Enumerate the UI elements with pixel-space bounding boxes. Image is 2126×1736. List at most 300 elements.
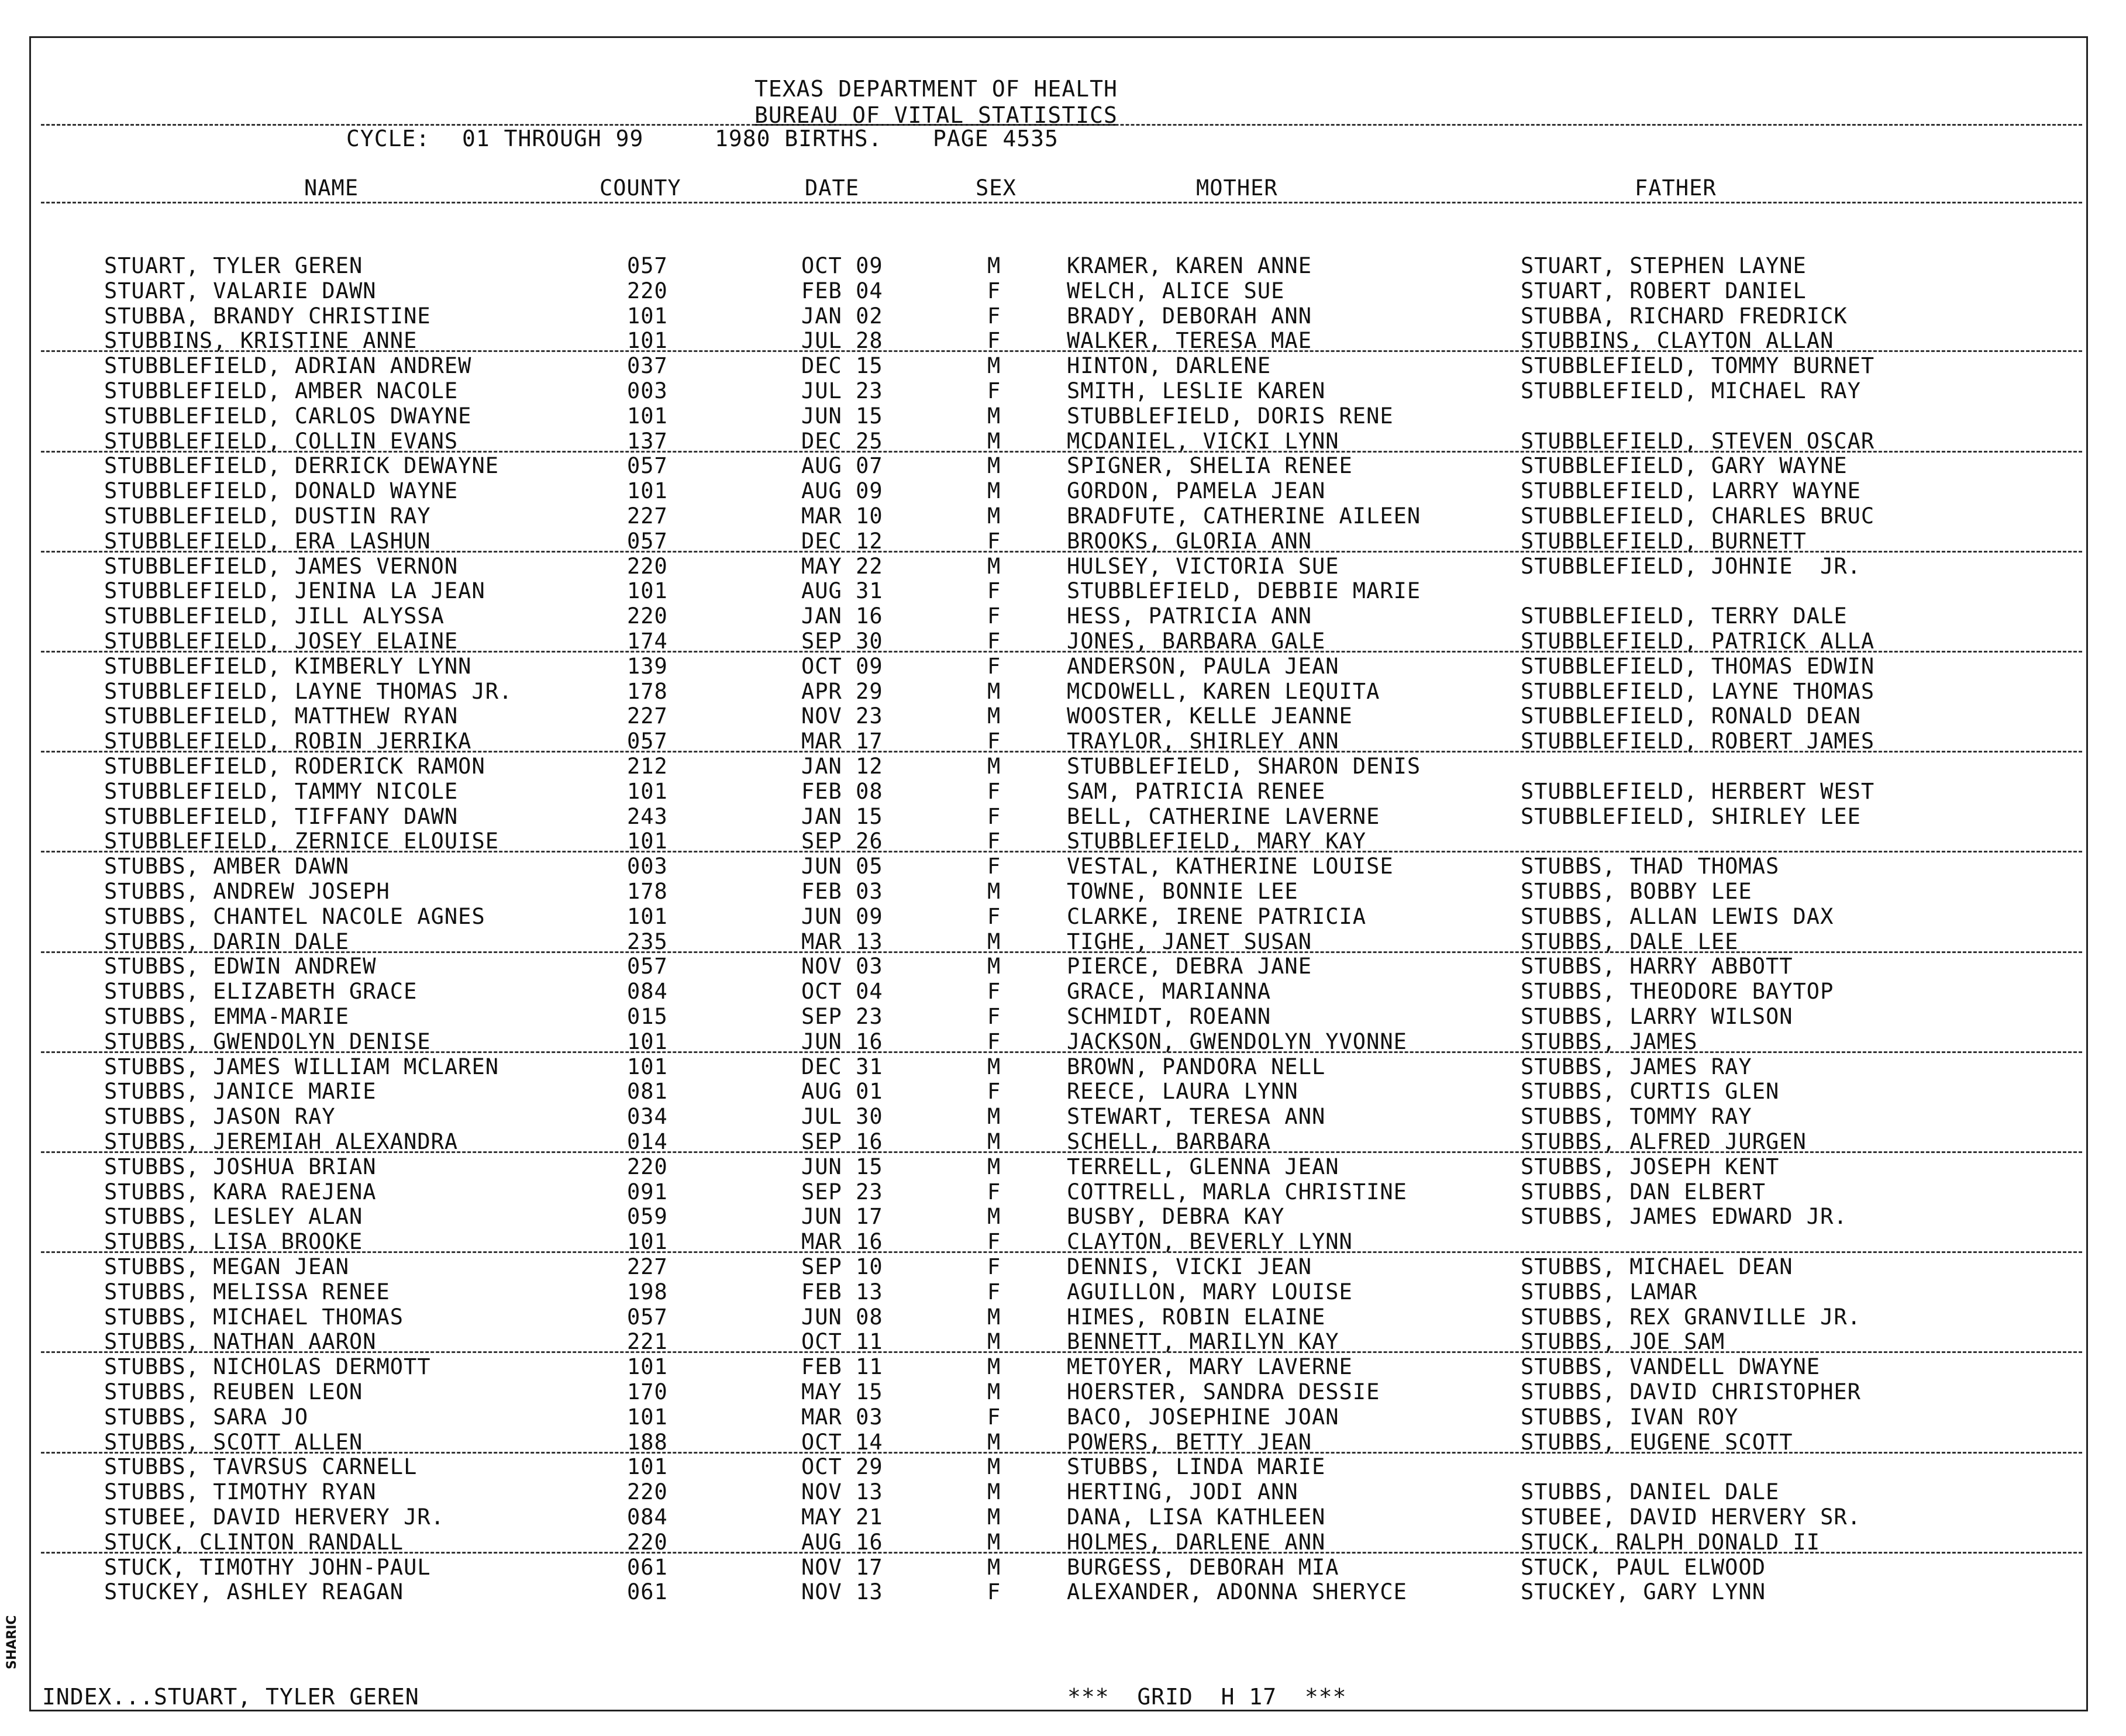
father-cell: STUBBS, DANIEL DALE <box>1521 1479 1780 1505</box>
table-row <box>0 253 2126 278</box>
mother-cell: JACKSON, GWENDOLYN YVONNE <box>1067 1029 1407 1054</box>
county-cell: 101 <box>627 1354 668 1380</box>
county-cell: 057 <box>627 253 668 278</box>
name-cell: STUBBS, NATHAN AARON <box>104 1329 377 1355</box>
county-cell: 220 <box>627 278 668 303</box>
row-group-rule <box>41 1251 2082 1253</box>
table-row <box>0 1254 2126 1279</box>
father-cell: STUBBLEFIELD, TERRY DALE <box>1521 603 1848 629</box>
county-cell: 221 <box>627 1329 668 1355</box>
name-cell: STUCK, CLINTON RANDALL <box>104 1529 404 1555</box>
col-header-mother: MOTHER <box>1196 175 1278 201</box>
sex-cell: F <box>987 653 1001 679</box>
table-row <box>0 629 2126 654</box>
date-cell: JUL 28 <box>801 328 883 354</box>
sex-cell: M <box>987 353 1001 379</box>
sex-cell: F <box>987 1229 1001 1255</box>
date-cell: SEP 23 <box>801 1004 883 1029</box>
father-cell: STUBBLEFIELD, LAYNE THOMAS <box>1521 678 1875 704</box>
county-cell: 174 <box>627 629 668 654</box>
father-cell: STUBBS, DAN ELBERT <box>1521 1179 1766 1204</box>
county-cell: 227 <box>627 1254 668 1279</box>
father-cell: STUBBLEFIELD, TOMMY BURNET <box>1521 353 1875 379</box>
table-row <box>0 779 2126 804</box>
mother-cell: MCDANIEL, VICKI LYNN <box>1067 428 1339 454</box>
name-cell: STUBBS, JEREMIAH ALEXANDRA <box>104 1129 459 1154</box>
county-cell: 059 <box>627 1204 668 1230</box>
sex-cell: M <box>987 1354 1001 1380</box>
sex-cell: F <box>987 1254 1001 1279</box>
table-row <box>0 929 2126 954</box>
table-row <box>0 979 2126 1004</box>
sex-cell: F <box>987 903 1001 929</box>
sex-cell: F <box>987 803 1001 829</box>
mother-cell: AGUILLON, MARY LOUISE <box>1067 1279 1353 1304</box>
date-cell: AUG 09 <box>801 478 883 504</box>
name-cell: STUBBS, NICHOLAS DERMOTT <box>104 1354 431 1380</box>
county-cell: 220 <box>627 1529 668 1555</box>
sex-cell: M <box>987 1479 1001 1505</box>
mother-cell: STUBBLEFIELD, MARY KAY <box>1067 829 1367 854</box>
table-row <box>0 1555 2126 1580</box>
name-cell: STUBBS, MEGAN JEAN <box>104 1254 349 1279</box>
sex-cell: M <box>987 1154 1001 1179</box>
name-cell: STUBBS, JASON RAY <box>104 1104 336 1130</box>
father-cell: STUBBINS, CLAYTON ALLAN <box>1521 328 1834 354</box>
table-row <box>0 353 2126 378</box>
father-cell: STUBBLEFIELD, BURNETT <box>1521 528 1807 554</box>
date-cell: JUN 16 <box>801 1029 883 1054</box>
table-row <box>0 1079 2126 1104</box>
date-cell: OCT 04 <box>801 979 883 1005</box>
mother-cell: POWERS, BETTY JEAN <box>1067 1429 1312 1455</box>
county-cell: 212 <box>627 754 668 779</box>
row-group-rule <box>41 1151 2082 1153</box>
mother-cell: BRADFUTE, CATHERINE AILEEN <box>1067 503 1421 529</box>
sex-cell: F <box>987 829 1001 854</box>
county-cell: 003 <box>627 854 668 879</box>
mother-cell: ANDERSON, PAULA JEAN <box>1067 653 1339 679</box>
name-cell: STUBBS, DARIN DALE <box>104 929 349 954</box>
mother-cell: METOYER, MARY LAVERNE <box>1067 1354 1353 1380</box>
father-cell: STUBBS, EUGENE SCOTT <box>1521 1429 1793 1455</box>
table-row <box>0 754 2126 779</box>
date-cell: AUG 07 <box>801 453 883 479</box>
table-row <box>0 529 2126 554</box>
father-cell: STUBBS, THAD THOMAS <box>1521 854 1780 879</box>
table-row <box>0 904 2126 929</box>
table-row <box>0 1129 2126 1154</box>
county-cell: 139 <box>627 653 668 679</box>
date-cell: DEC 31 <box>801 1054 883 1079</box>
sex-cell: F <box>987 629 1001 654</box>
father-cell: STUBBA, RICHARD FREDRICK <box>1521 303 1848 329</box>
row-group-rule <box>41 951 2082 953</box>
county-cell: 091 <box>627 1179 668 1204</box>
sex-cell: M <box>987 428 1001 454</box>
date-cell: JUN 17 <box>801 1204 883 1230</box>
mother-cell: KRAMER, KAREN ANNE <box>1067 253 1312 278</box>
date-cell: JUN 09 <box>801 903 883 929</box>
mother-cell: WELCH, ALICE SUE <box>1067 278 1285 303</box>
name-cell: STUBBS, TAVRSUS CARNELL <box>104 1454 418 1480</box>
table-row <box>0 403 2126 429</box>
sex-cell: F <box>987 1179 1001 1204</box>
name-cell: STUBBS, SCOTT ALLEN <box>104 1429 363 1455</box>
county-cell: 084 <box>627 1504 668 1530</box>
sex-cell: F <box>987 979 1001 1005</box>
name-cell: STUBBLEFIELD, ZERNICE ELOUISE <box>104 829 499 854</box>
father-cell: STUBBS, VANDELL DWAYNE <box>1521 1354 1821 1380</box>
county-cell: 061 <box>627 1579 668 1605</box>
table-row <box>0 703 2126 729</box>
county-cell: 101 <box>627 1029 668 1054</box>
father-cell: STUBBS, JOE SAM <box>1521 1329 1725 1355</box>
mother-cell: STUBBS, LINDA MARIE <box>1067 1454 1326 1480</box>
county-cell: 178 <box>627 879 668 904</box>
name-cell: STUBBS, EMMA-MARIE <box>104 1004 349 1029</box>
date-cell: AUG 16 <box>801 1529 883 1555</box>
name-cell: STUBBS, AMBER DAWN <box>104 854 349 879</box>
col-header-date: DATE <box>805 175 860 201</box>
date-cell: NOV 13 <box>801 1479 883 1505</box>
date-cell: OCT 09 <box>801 653 883 679</box>
county-cell: 037 <box>627 353 668 379</box>
county-cell: 235 <box>627 929 668 954</box>
name-cell: STUBBS, CHANTEL NACOLE AGNES <box>104 903 485 929</box>
sex-cell: M <box>987 879 1001 904</box>
name-cell: STUBEE, DAVID HERVERY JR. <box>104 1504 445 1530</box>
name-cell: STUBBLEFIELD, JAMES VERNON <box>104 553 459 579</box>
row-group-rule <box>41 1552 2082 1554</box>
father-cell: STUBBS, TOMMY RAY <box>1521 1104 1752 1130</box>
mother-cell: BRADY, DEBORAH ANN <box>1067 303 1312 329</box>
table-row <box>0 1154 2126 1179</box>
col-header-sex: SEX <box>976 175 1017 201</box>
table-row <box>0 729 2126 754</box>
sex-cell: F <box>987 278 1001 303</box>
county-cell: 198 <box>627 1279 668 1304</box>
mother-cell: SCHMIDT, ROEANN <box>1067 1004 1272 1029</box>
table-row <box>0 879 2126 904</box>
bureau-title: BUREAU OF VITAL STATISTICS <box>754 102 1118 128</box>
name-cell: STUBBLEFIELD, ROBIN JERRIKA <box>104 729 472 754</box>
mother-cell: HINTON, DARLENE <box>1067 353 1272 379</box>
sex-cell: M <box>987 929 1001 954</box>
table-row <box>0 1530 2126 1555</box>
name-cell: STUBBLEFIELD, CARLOS DWAYNE <box>104 403 472 429</box>
mother-cell: GORDON, PAMELA JEAN <box>1067 478 1326 504</box>
sex-cell: F <box>987 729 1001 754</box>
county-cell: 034 <box>627 1104 668 1130</box>
father-cell: STUBBLEFIELD, LARRY WAYNE <box>1521 478 1861 504</box>
mother-cell: TIGHE, JANET SUSAN <box>1067 929 1312 954</box>
county-cell: 057 <box>627 729 668 754</box>
sex-cell: M <box>987 453 1001 479</box>
name-cell: STUBBA, BRANDY CHRISTINE <box>104 303 431 329</box>
father-cell: STUBBS, HARRY ABBOTT <box>1521 954 1793 979</box>
row-group-rule <box>41 651 2082 653</box>
sex-cell: M <box>987 253 1001 278</box>
mother-cell: HOERSTER, SANDRA DESSIE <box>1067 1379 1380 1404</box>
sex-cell: F <box>987 1404 1001 1430</box>
table-row <box>0 854 2126 879</box>
mother-cell: TRAYLOR, SHIRLEY ANN <box>1067 729 1339 754</box>
date-cell: JUL 23 <box>801 378 883 403</box>
father-cell: STUBBLEFIELD, THOMAS EDWIN <box>1521 653 1875 679</box>
column-header-rule <box>41 202 2082 203</box>
father-cell: STUCK, PAUL ELWOOD <box>1521 1554 1766 1580</box>
county-cell: 170 <box>627 1379 668 1404</box>
father-cell: STUBBLEFIELD, HERBERT WEST <box>1521 778 1875 804</box>
date-cell: JAN 15 <box>801 803 883 829</box>
mother-cell: BROOKS, GLORIA ANN <box>1067 528 1312 554</box>
county-cell: 101 <box>627 903 668 929</box>
sex-cell: M <box>987 703 1001 729</box>
mother-cell: BROWN, PANDORA NELL <box>1067 1054 1326 1079</box>
county-cell: 188 <box>627 1429 668 1455</box>
table-row <box>0 1454 2126 1479</box>
table-row <box>0 1204 2126 1229</box>
name-cell: STUBBLEFIELD, LAYNE THOMAS JR. <box>104 678 513 704</box>
date-cell: SEP 10 <box>801 1254 883 1279</box>
table-row <box>0 1479 2126 1504</box>
mother-cell: WALKER, TERESA MAE <box>1067 328 1312 354</box>
mother-cell: HIMES, ROBIN ELAINE <box>1067 1304 1326 1330</box>
county-cell: 227 <box>627 503 668 529</box>
sex-cell: F <box>987 378 1001 403</box>
table-row <box>0 1404 2126 1430</box>
date-cell: SEP 30 <box>801 629 883 654</box>
name-cell: STUBBS, JAMES WILLIAM MCLAREN <box>104 1054 499 1079</box>
county-cell: 220 <box>627 1154 668 1179</box>
sex-cell: M <box>987 754 1001 779</box>
mother-cell: SMITH, LESLIE KAREN <box>1067 378 1326 403</box>
name-cell: STUBBS, TIMOTHY RYAN <box>104 1479 377 1505</box>
date-cell: FEB 13 <box>801 1279 883 1304</box>
father-cell: STUBBLEFIELD, STEVEN OSCAR <box>1521 428 1875 454</box>
sex-cell: M <box>987 1454 1001 1480</box>
father-cell: STUBBLEFIELD, CHARLES BRUC <box>1521 503 1875 529</box>
dept-title: TEXAS DEPARTMENT OF HEALTH <box>754 76 1118 102</box>
table-row <box>0 503 2126 529</box>
father-cell: STUBBS, ALFRED JURGEN <box>1521 1129 1807 1154</box>
row-group-rule <box>41 851 2082 853</box>
date-cell: JUN 08 <box>801 1304 883 1330</box>
sex-cell: M <box>987 553 1001 579</box>
county-cell: 178 <box>627 678 668 704</box>
father-cell: STUBBLEFIELD, GARY WAYNE <box>1521 453 1848 479</box>
table-row <box>0 378 2126 403</box>
county-cell: 220 <box>627 1479 668 1505</box>
county-cell: 101 <box>627 578 668 604</box>
father-cell: STUBBS, THEODORE BAYTOP <box>1521 979 1834 1005</box>
table-row <box>0 804 2126 829</box>
col-header-county: COUNTY <box>599 175 681 201</box>
date-cell: AUG 01 <box>801 1079 883 1105</box>
county-cell: 061 <box>627 1554 668 1580</box>
row-group-rule <box>41 751 2082 753</box>
table-row <box>0 578 2126 603</box>
name-cell: STUBBLEFIELD, JENINA LA JEAN <box>104 578 485 604</box>
name-cell: STUBBS, ELIZABETH GRACE <box>104 979 418 1005</box>
row-group-rule <box>41 350 2082 352</box>
county-cell: 137 <box>627 428 668 454</box>
county-cell: 220 <box>627 553 668 579</box>
sex-cell: M <box>987 1204 1001 1230</box>
cycle-label: CYCLE: <box>346 126 430 151</box>
mother-cell: BUSBY, DEBRA KAY <box>1067 1204 1285 1230</box>
father-cell: STUBBLEFIELD, RONALD DEAN <box>1521 703 1861 729</box>
table-row <box>0 478 2126 503</box>
col-header-father: FATHER <box>1635 175 1717 201</box>
table-row <box>0 1430 2126 1455</box>
father-cell: STUBBS, LAMAR <box>1521 1279 1698 1304</box>
county-cell: 003 <box>627 378 668 403</box>
row-group-rule <box>41 551 2082 553</box>
name-cell: STUBBS, MICHAEL THOMAS <box>104 1304 404 1330</box>
sex-cell: M <box>987 954 1001 979</box>
father-cell: STUBBS, CURTIS GLEN <box>1521 1079 1780 1105</box>
name-cell: STUBBS, MELISSA RENEE <box>104 1279 390 1304</box>
county-cell: 101 <box>627 1229 668 1255</box>
date-cell: NOV 03 <box>801 954 883 979</box>
mother-cell: STUBBLEFIELD, DEBBIE MARIE <box>1067 578 1421 604</box>
name-cell: STUBBLEFIELD, DERRICK DEWAYNE <box>104 453 499 479</box>
table-row <box>0 453 2126 478</box>
county-cell: 101 <box>627 1454 668 1480</box>
table-row <box>0 603 2126 629</box>
table-row <box>0 829 2126 854</box>
mother-cell: PIERCE, DEBRA JANE <box>1067 954 1312 979</box>
table-row <box>0 554 2126 579</box>
father-cell: STUBBLEFIELD, MICHAEL RAY <box>1521 378 1861 403</box>
table-row <box>0 278 2126 303</box>
county-cell: 227 <box>627 703 668 729</box>
mother-cell: SPIGNER, SHELIA RENEE <box>1067 453 1353 479</box>
name-cell: STUBBLEFIELD, KIMBERLY LYNN <box>104 653 472 679</box>
row-group-rule <box>41 451 2082 453</box>
date-cell: DEC 15 <box>801 353 883 379</box>
table-row <box>0 654 2126 679</box>
mother-cell: SAM, PATRICIA RENEE <box>1067 778 1326 804</box>
county-cell: 243 <box>627 803 668 829</box>
table-row <box>0 1104 2126 1129</box>
sex-cell: M <box>987 1429 1001 1455</box>
table-row <box>0 1379 2126 1404</box>
county-cell: 081 <box>627 1079 668 1105</box>
mother-cell: MCDOWELL, KAREN LEQUITA <box>1067 678 1380 704</box>
table-row <box>0 1504 2126 1530</box>
mother-cell: TERRELL, GLENNA JEAN <box>1067 1154 1339 1179</box>
mother-cell: BACO, JOSEPHINE JOAN <box>1067 1404 1339 1430</box>
father-cell: STUBEE, DAVID HERVERY SR. <box>1521 1504 1861 1530</box>
date-cell: OCT 29 <box>801 1454 883 1480</box>
sex-cell: M <box>987 1554 1001 1580</box>
name-cell: STUBBLEFIELD, AMBER NACOLE <box>104 378 459 403</box>
row-group-rule <box>41 1452 2082 1454</box>
name-cell: STUBBLEFIELD, RODERICK RAMON <box>104 754 485 779</box>
col-header-name: NAME <box>304 175 359 201</box>
date-cell: MAY 22 <box>801 553 883 579</box>
name-cell: STUART, TYLER GEREN <box>104 253 363 278</box>
name-cell: STUBBLEFIELD, DUSTIN RAY <box>104 503 431 529</box>
name-cell: STUBBS, ANDREW JOSEPH <box>104 879 390 904</box>
father-cell: STUBBS, MICHAEL DEAN <box>1521 1254 1793 1279</box>
father-cell: STUCKEY, GARY LYNN <box>1521 1579 1766 1605</box>
county-cell: 101 <box>627 1404 668 1430</box>
mother-cell: TOWNE, BONNIE LEE <box>1067 879 1298 904</box>
table-row <box>0 1229 2126 1254</box>
name-cell: STUBBLEFIELD, ADRIAN ANDREW <box>104 353 472 379</box>
date-cell: JUN 05 <box>801 854 883 879</box>
county-cell: 057 <box>627 1304 668 1330</box>
father-cell: STUBBS, JAMES EDWARD JR. <box>1521 1204 1848 1230</box>
name-cell: STUBBLEFIELD, TAMMY NICOLE <box>104 778 459 804</box>
father-cell: STUBBS, DALE LEE <box>1521 929 1739 954</box>
date-cell: MAR 13 <box>801 929 883 954</box>
name-cell: STUBBS, GWENDOLYN DENISE <box>104 1029 431 1054</box>
date-cell: JUN 15 <box>801 403 883 429</box>
side-label: SHARIC <box>5 1615 19 1669</box>
index-label: INDEX...STUART, TYLER GEREN <box>42 1684 419 1710</box>
table-row <box>0 1304 2126 1330</box>
mother-cell: GRACE, MARIANNA <box>1067 979 1272 1005</box>
date-cell: MAR 16 <box>801 1229 883 1255</box>
date-cell: FEB 08 <box>801 778 883 804</box>
father-cell: STUBBLEFIELD, SHIRLEY LEE <box>1521 803 1861 829</box>
table-row <box>0 1004 2126 1029</box>
grid-label: *** GRID H 17 *** <box>1067 1684 1347 1710</box>
father-cell: STUBBLEFIELD, JOHNIE JR. <box>1521 553 1861 579</box>
name-cell: STUBBLEFIELD, DONALD WAYNE <box>104 478 459 504</box>
table-row <box>0 1329 2126 1354</box>
county-cell: 101 <box>627 778 668 804</box>
date-cell: DEC 12 <box>801 528 883 554</box>
sex-cell: M <box>987 1329 1001 1355</box>
sex-cell: M <box>987 1129 1001 1154</box>
date-cell: MAR 17 <box>801 729 883 754</box>
date-cell: OCT 14 <box>801 1429 883 1455</box>
sex-cell: F <box>987 1579 1001 1605</box>
mother-cell: DANA, LISA KATHLEEN <box>1067 1504 1326 1530</box>
county-cell: 101 <box>627 303 668 329</box>
county-cell: 101 <box>627 328 668 354</box>
sex-cell: M <box>987 1054 1001 1079</box>
name-cell: STUBBS, JOSHUA BRIAN <box>104 1154 377 1179</box>
sex-cell: F <box>987 1029 1001 1054</box>
county-cell: 057 <box>627 528 668 554</box>
mother-cell: HOLMES, DARLENE ANN <box>1067 1529 1326 1555</box>
mother-cell: HERTING, JODI ANN <box>1067 1479 1298 1505</box>
name-cell: STUBBINS, KRISTINE ANNE <box>104 328 418 354</box>
date-cell: MAR 10 <box>801 503 883 529</box>
date-cell: NOV 13 <box>801 1579 883 1605</box>
father-cell: STUART, ROBERT DANIEL <box>1521 278 1807 303</box>
father-cell: STUBBS, ALLAN LEWIS DAX <box>1521 903 1834 929</box>
date-cell: APR 29 <box>801 678 883 704</box>
mother-cell: HESS, PATRICIA ANN <box>1067 603 1312 629</box>
row-group-rule <box>41 1051 2082 1053</box>
name-cell: STUBBS, JANICE MARIE <box>104 1079 377 1105</box>
name-cell: STUCKEY, ASHLEY REAGAN <box>104 1579 404 1605</box>
father-cell: STUBBS, JOSEPH KENT <box>1521 1154 1780 1179</box>
date-cell: JUN 15 <box>801 1154 883 1179</box>
date-cell: AUG 31 <box>801 578 883 604</box>
county-cell: 101 <box>627 829 668 854</box>
sex-cell: F <box>987 328 1001 354</box>
sex-cell: F <box>987 1004 1001 1029</box>
